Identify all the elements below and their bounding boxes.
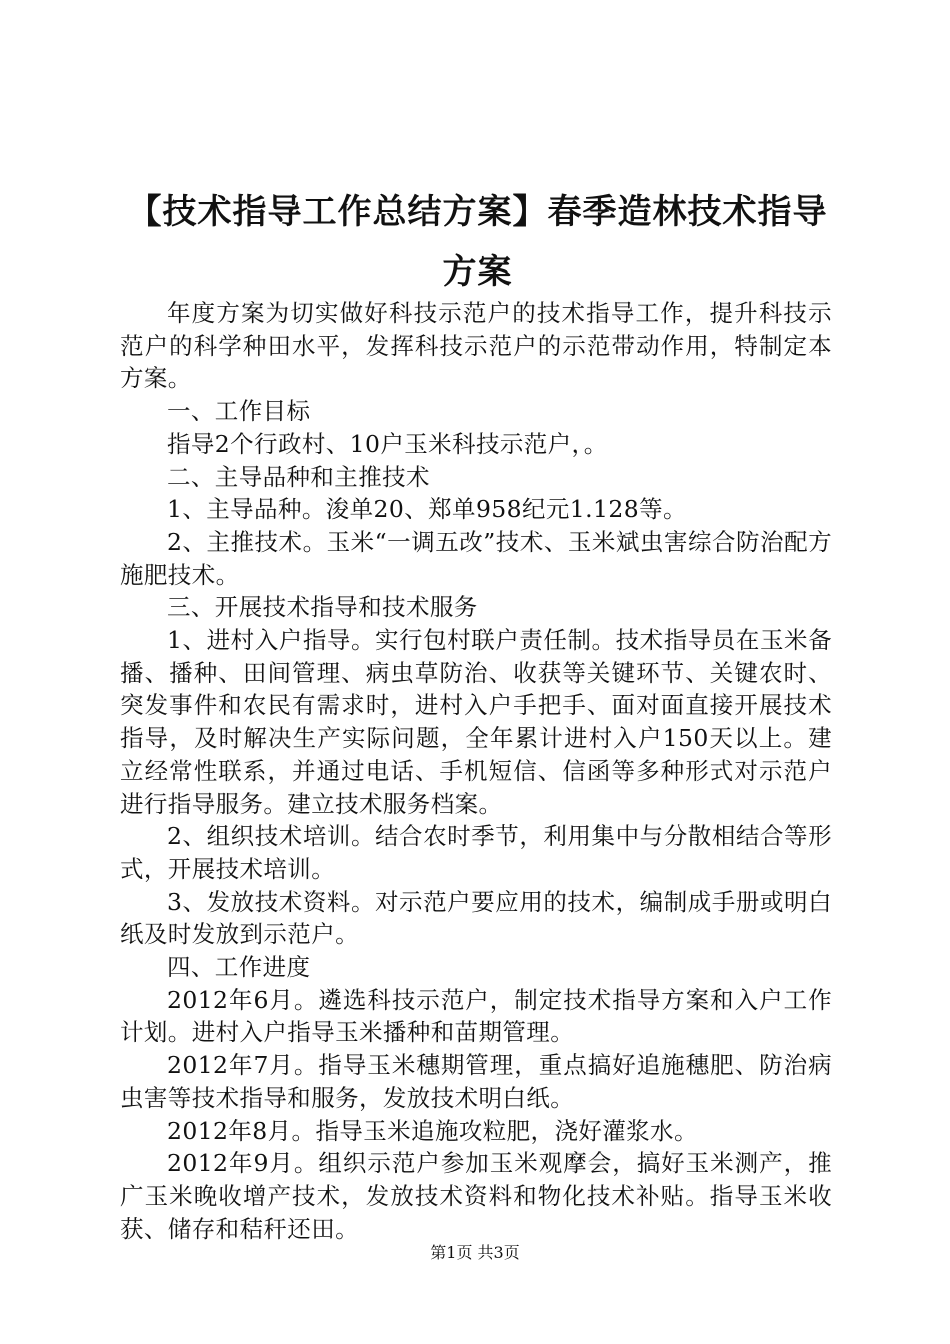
paragraph-main-varieties: 1、主导品种。浚单20、郑单958纪元1.128等。 [167,495,687,524]
paragraph-july: 2012年7月。指导玉米穗期管理，重点搞好追施穗肥、防治病虫害等技术指导和服务，发放技术明白纸。 [120,1051,832,1112]
paragraph-intro: 年度方案为切实做好科技示范户的技术指导工作，提升科技示范户的科学种田水平，发挥科技示范户的示范带动作用，特制定本方案。 [120,299,832,393]
section-heading-goals: 一、工作目标 [167,397,311,426]
paragraph-main-techniques: 2、主推技术。玉米“一调五改”技术、玉米斌虫害综合防治配方施肥技术。 [120,527,832,589]
paragraph-training: 2、组织技术培训。结合农时季节，利用集中与分散相结合等形式，开展技术培训。 [120,822,832,883]
paragraph-june: 2012年6月。遴选科技示范户，制定技术指导方案和入户工作计划。进村入户指导玉米播种和苗期管理。 [120,985,832,1047]
paragraph-materials: 3、发放技术资料。对示范户要应用的技术，编制成手册或明白纸及时发放到示范户。 [120,887,832,949]
page-footer: 第1页 共3页 [430,1243,520,1262]
paragraph-september: 2012年9月。组织示范户参加玉米观摩会，搞好玉米测产，推广玉米晚收增产技术，发放技术资料和物化技术补贴。指导玉米收获、储存和秸秆还田。 [120,1149,832,1243]
paragraph-village-guidance: 1、进村入户指导。实行包村联户责任制。技术指导员在玉米备播、播种、田间管理、病虫草防治、收获等关键环节、关键农时、突发事件和农民有需求时，进村入户手把手、面对面直接开展技术指导，及时解决生产实际问题，全年累计进村入户150天以上。建立经常性联系，并通过电话、手机短信、信函等多种形式对示范户进行指导服务。建立技术服务档案。 [120,626,832,818]
document-title: 【技术指导工作总结方案】春季造林技术指导方案 [127,192,828,292]
document-body [120,297,832,1245]
section-heading-schedule: 四、工作进度 [167,953,311,982]
paragraph-goals: 指导2个行政村、10户玉米科技示范户，。 [167,429,608,458]
section-heading-varieties: 二、主导品种和主推技术 [167,462,430,491]
section-heading-guidance: 三、开展技术指导和技术服务 [167,593,478,622]
paragraph-august: 2012年8月。指导玉米追施攻粒肥，浇好灌浆水。 [167,1116,698,1145]
